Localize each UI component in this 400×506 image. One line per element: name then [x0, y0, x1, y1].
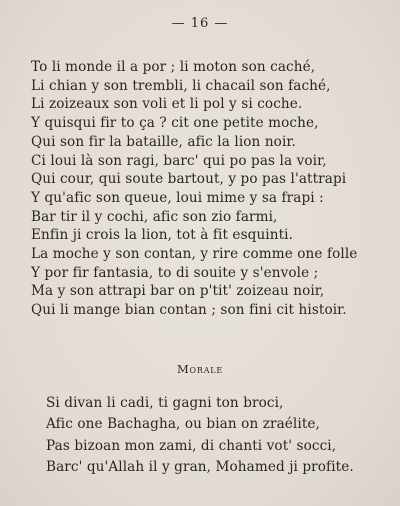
poem-line: Ma y son attrapi bar on p'tit' zoizeau noir,: [31, 283, 325, 300]
poem-line: Li zoizeaux son voli et li pol y si coche.: [31, 96, 303, 113]
moral-heading-text: Morale: [176, 362, 224, 376]
poem-body: [31, 58, 371, 320]
moral-body: [46, 393, 376, 478]
poem-line: La moche y son contan, y rire comme one folle: [31, 246, 358, 263]
poem-line: To li monde il a por ; li moton son caché,: [31, 59, 316, 75]
poem-line: Bar tir il y cochi, afic son zio farmi,: [31, 208, 278, 225]
poem-line: Y por fir fantasia, to di souite y s'envole ;: [31, 264, 319, 281]
moral-heading: [0, 362, 400, 376]
moral-line: Barc' qu'Allah il y gran, Mohamed ji profite.: [46, 458, 354, 475]
poem-line: Qui li mange bian contan ; son fini cit histoir.: [31, 302, 347, 319]
poem-line: Ci loui là son ragi, barc' qui po pas la voir,: [31, 152, 327, 169]
poem-line: Qui son fir la bataille, afic la lion noir.: [31, 133, 296, 150]
poem-line: Enfin ji crois la lion, tot à fit esquinti.: [31, 227, 294, 244]
moral-line: Si divan li cadi, ti gagni ton broci,: [46, 395, 284, 411]
poem-line: Y quisqui fir to ça ? cit one petite moche,: [31, 115, 319, 132]
moral-line: Afic one Bachagha, ou bian on zraélite,: [46, 416, 320, 433]
page-number: — 16 —: [171, 16, 229, 31]
poem-line: Qui cour, qui soute bartout, y po pas l'attrapi: [31, 171, 347, 188]
poem-line: Li chian y son trembli, li chacail son faché,: [31, 77, 331, 94]
poem-line: Y qu'afic son queue, loui mime y sa frapi :: [31, 189, 324, 206]
moral-line: Pas bizoan mon zami, di chanti vot' socci,: [46, 437, 337, 454]
